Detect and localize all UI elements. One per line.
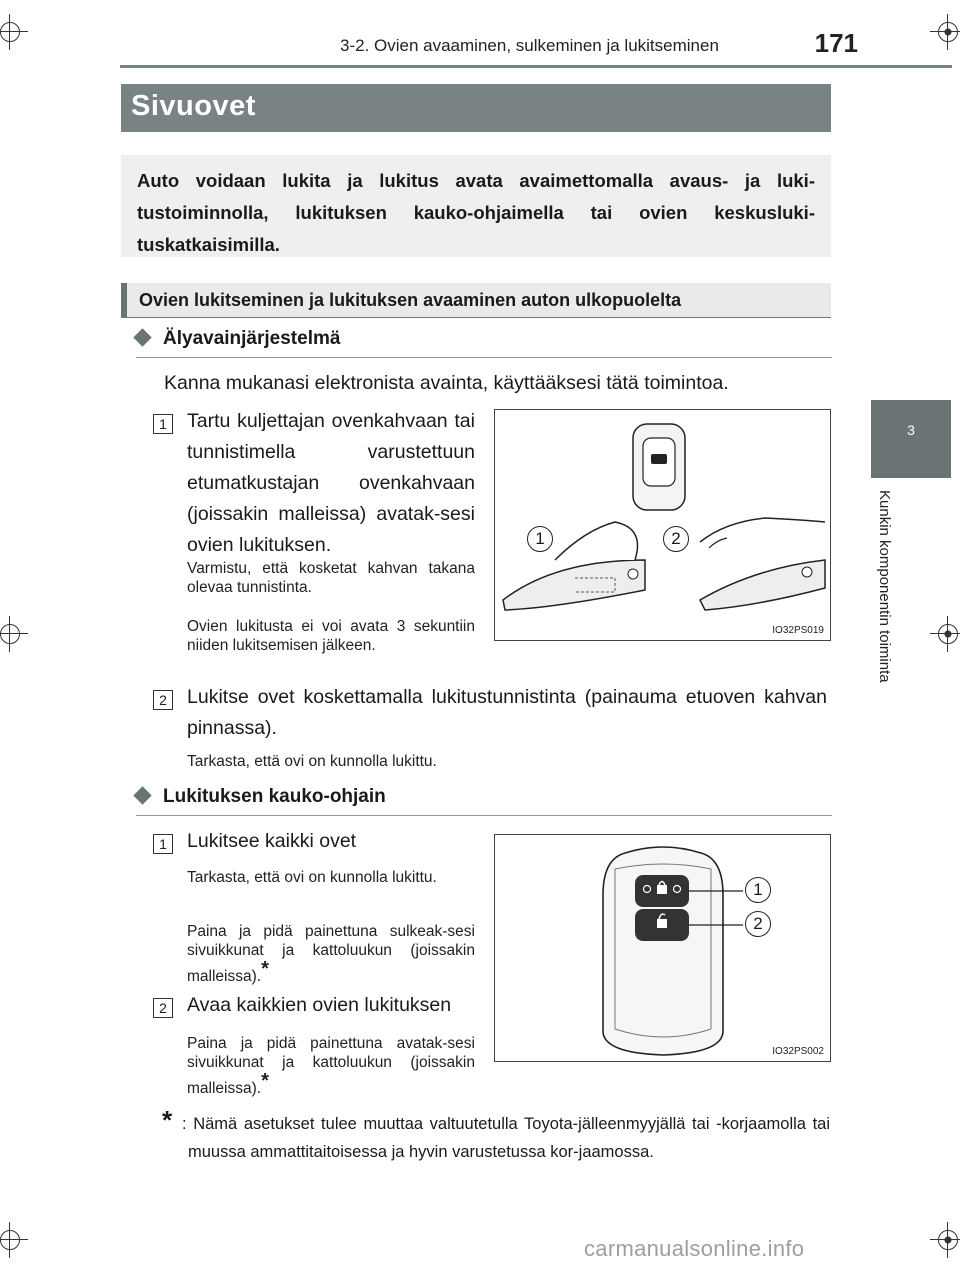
asterisk-mark: * (261, 958, 269, 980)
figure-callout-1: 1 (527, 526, 553, 552)
smart-key-heading-text: Älyavainjärjestelmä (163, 328, 341, 349)
smart-key-lead: Kanna mukanasi elektronista avainta, käyttääksesi tätä toimintoa. (164, 372, 729, 394)
remote-step2-note (187, 1034, 475, 1098)
page-number: 171 (814, 28, 858, 58)
page-title: Sivuovet (121, 84, 831, 132)
chapter-number: 3 (907, 422, 915, 438)
remote-step1-note2-text: Paina ja pidä painettuna sulkeak-sesi sivuikkunat ja kattoluukun (joissakin malleissa). (187, 923, 475, 986)
chapter-title: Kunkin komponentin toiminta (876, 490, 893, 683)
remote-step1-note2 (187, 922, 475, 986)
smart-key-step2-note: Tarkasta, että ovi on kunnolla lukittu. (187, 753, 437, 770)
figure-callout-2: 2 (745, 911, 771, 937)
smart-key-heading (136, 328, 832, 358)
watermark: carmanualsonline.info (584, 1236, 805, 1261)
diamond-bullet-icon (133, 786, 151, 804)
crop-mark-top-right (930, 14, 960, 50)
chapter-tab (871, 400, 951, 478)
crop-mark-bottom-left (0, 1222, 28, 1258)
remote-heading (136, 786, 832, 816)
smart-key-step1-note1: Varmistu, että kosketat kahvan takana olevaa tunnistinta. (187, 560, 475, 596)
smart-key-step1-note2: Ovien lukitusta ei voi avata 3 sekuntiin niiden lukitsemisen jälkeen. (187, 618, 475, 654)
remote-step2-note-text: Paina ja pidä painettuna avatak-sesi sivuikkunat ja kattoluukun (joissakin malleissa). (187, 1035, 475, 1098)
step-number-badge: 2 (153, 998, 173, 1018)
subheading (121, 283, 831, 318)
chapter-title-vertical (876, 490, 906, 740)
crop-mark-mid-right (930, 616, 960, 652)
remote-step2-text: Avaa kaikkien ovien lukituksen (187, 994, 452, 1016)
remote-step1-note1: Tarkasta, että ovi on kunnolla lukittu. (187, 869, 437, 886)
smart-key-step1-text: Tartu kuljettajan ovenkahvaan tai tunnistimella varustettuun etumatkustajan ovenkahvaan (joissakin malleissa) avatak-sesi ovien lukituksen. (187, 410, 475, 556)
figure-callout-1: 1 (745, 877, 771, 903)
intro-box: Auto voidaan lukita ja lukitus avata avaimettomalla avaus- ja luki-tustoiminnolla, lukituksen kauko-ohjaimella tai ovien keskusluki-tuskatkaisimilla. (121, 155, 831, 257)
remote-heading-text: Lukituksen kauko-ohjain (163, 786, 386, 807)
key-fob-illustration (495, 835, 832, 1063)
crop-mark-mid-left (0, 616, 28, 652)
remote-step1-text: Lukitsee kaikki ovet (187, 830, 357, 852)
footnote-asterisk: * (162, 1105, 173, 1135)
asterisk-mark: * (261, 1070, 269, 1092)
remote-illustration (494, 834, 831, 1062)
footnote (162, 1105, 830, 1166)
smart-key-illustration (494, 409, 831, 641)
smart-key-step2-text: Lukitse ovet koskettamalla lukitustunnistinta (painauma etuoven kahvan pinnassa). (187, 686, 827, 739)
crop-mark-top-left (0, 14, 28, 50)
crop-mark-bottom-right (930, 1222, 960, 1258)
page-header (120, 28, 858, 68)
figure-code: IO32PS002 (772, 1046, 824, 1057)
diamond-bullet-icon (133, 328, 151, 346)
figure-code: IO32PS019 (772, 625, 824, 636)
footnote-text: : Nämä asetukset tulee muuttaa valtuutetulla Toyota-jälleenmyyjällä tai -korjaamolla tai muussa ammattitaitoisessa ja hyvin varustetussa kor-jaamossa. (182, 1115, 830, 1161)
door-handle-illustration (495, 410, 832, 642)
subheading-text: Ovien lukitseminen ja lukituksen avaaminen auton ulkopuolelta (139, 290, 682, 310)
step-number-badge: 1 (153, 414, 173, 434)
header-rule (120, 65, 952, 68)
section-title: 3-2. Ovien avaaminen, sulkeminen ja lukitseminen (340, 36, 719, 55)
figure-callout-2: 2 (663, 526, 689, 552)
step-number-badge: 2 (153, 690, 173, 710)
step-number-badge: 1 (153, 834, 173, 854)
